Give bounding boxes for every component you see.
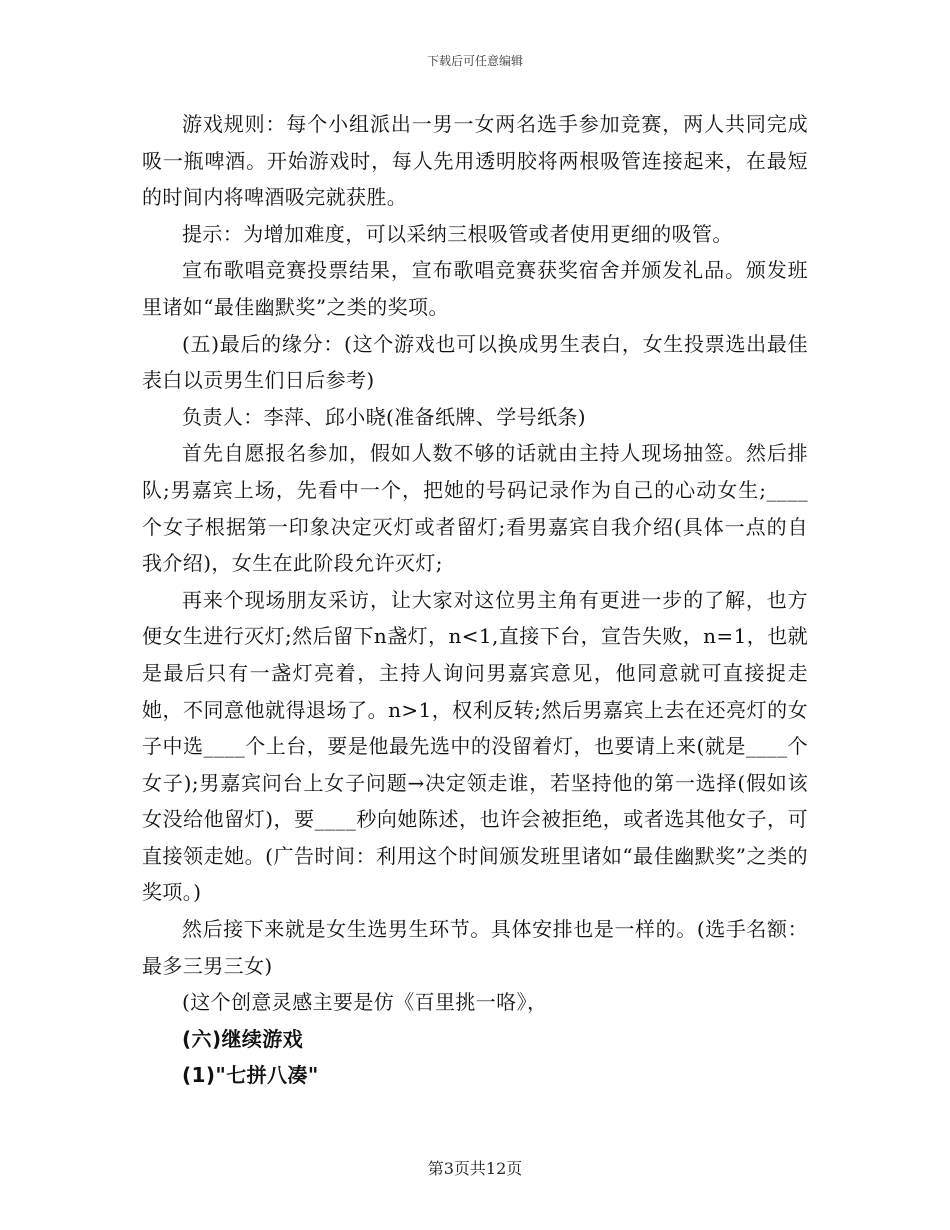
- paragraph-girls-round: 然后接下来就是女生选男生环节。具体安排也是一样的。(选手名额：最多三男三女): [142, 917, 808, 978]
- section-heading-continue-game: (六)继续游戏: [182, 1026, 304, 1051]
- paragraph-section-five: (五)最后的缘分：(这个游戏也可以换成男生表白，女生投票选出最佳表白以贡男生们日后参考): [142, 331, 808, 393]
- paragraph-interview: 再来个现场朋友采访，让大家对这位男主角有更进一步的了解，也方便女生进行灭灯;然后留下n盏灯，n<1,直接下台，宣告失败，n=1，也就是最后只有一盏灯亮着，主持人询问男嘉宾意见，他同意就可直接捉走她，不同意他就得退场了。n>1，权利反转;然后男嘉宾上去在还亮灯的女子中选____个上台，要是他最先选中的没留着灯，也要请上来(就是____个女子);男嘉宾问台上女子问题→决定领走谁，若坚持他的第一选择(假如该女没给他留灯)，要____秒向她陈述，也许会被拒绝，或者选其他女子，可直接领走她。(广告时间：利用这个时间颁发班里诸如“最佳幽默奖”之类的奖项。): [142, 587, 808, 905]
- paragraph-game-rules: 游戏规则：每个小组派出一男一女两名选手参加竞赛，两人共同完成吸一瓶啤酒。开始游戏时，每人先用透明胶将两根吸管连接起来，在最短的时间内将啤酒吸完就获胜。: [142, 112, 808, 210]
- subsection-heading-qipinbacou: (1)"七拼八凑": [182, 1063, 319, 1088]
- paragraph-inspiration: (这个创意灵感主要是仿《百里挑一咯》，: [182, 990, 548, 1015]
- paragraph-hint: 提示：为增加难度，可以采纳三根吸管或者使用更细的吸管。: [182, 221, 733, 246]
- paragraph-signup: 首先自愿报名参加，假如人数不够的话就由主持人现场抽签。然后排队;男嘉宾上场，先看中一个，把她的号码记录作为自己的心动女生;____个女子根据第一印象决定灭灯或者留灯;看男嘉宾自我介绍(具体一点的自我介绍)，女生在此阶段允许灭灯;: [142, 441, 808, 576]
- document-body: [142, 106, 808, 1094]
- page-number: 第3页共12页: [427, 1159, 523, 1178]
- paragraph-responsible: 负责人：李萍、邱小晓(准备纸牌、学号纸条): [182, 404, 587, 429]
- paragraph-announce-results: 宣布歌唱竞赛投票结果，宣布歌唱竞赛获奖宿舍并颁发礼品。颁发班里诸如“最佳幽默奖”之类的奖项。: [142, 258, 808, 319]
- page-header: 下载后可任意编辑: [426, 54, 523, 68]
